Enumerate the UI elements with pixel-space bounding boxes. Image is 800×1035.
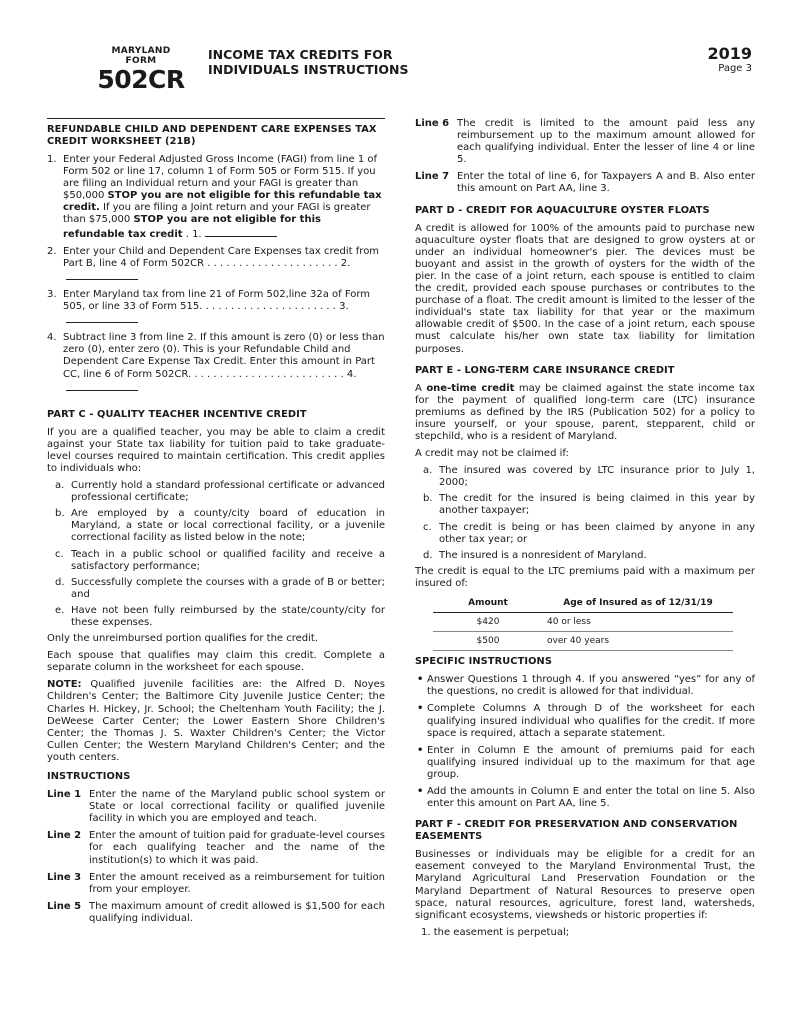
list-item-marker: c. xyxy=(55,548,64,560)
table-header-row xyxy=(433,595,733,613)
list-item-marker: a. xyxy=(55,480,65,492)
bullet-marker: • xyxy=(417,674,424,686)
line-instruction xyxy=(47,789,385,825)
table-header-amount: Amount xyxy=(433,595,543,613)
list-item xyxy=(55,605,385,629)
worksheet-item-number: 1. xyxy=(47,154,57,165)
table-cell-amount: $500 xyxy=(433,632,543,651)
part-c-note xyxy=(47,679,385,764)
list-item-marker: a. xyxy=(423,465,433,477)
worksheet-leader: . . . . . . . . . . . . . . . . . . . . . . . . . 4. xyxy=(187,368,357,380)
part-c-unreimbursed: Only the unreimbursed portion qualifies for the credit. xyxy=(47,633,319,645)
list-item-text: The credit for the insured is being claimed in this year by another taxpayer; xyxy=(439,493,755,517)
list-item xyxy=(423,465,755,489)
list-item-text: The credit is being or has been claimed by anyone in any other tax year; or xyxy=(439,521,755,545)
line-label: Line 7 xyxy=(415,171,450,183)
form-identifier xyxy=(96,46,186,93)
part-c-line-instructions-continued xyxy=(415,118,755,196)
worksheet-line-3-entry[interactable] xyxy=(66,313,138,323)
line-label: Line 6 xyxy=(415,118,450,129)
bullet-text: Enter in Column E the amount of premiums paid for each qualifying insured individual up to the maximum for that age group. xyxy=(427,744,755,780)
bullet-text: Add the amounts in Column E and enter the total on line 5. Also enter this amount on Part AA, line 5. xyxy=(427,786,755,810)
line-instruction xyxy=(47,830,385,866)
part-c-line-instructions xyxy=(47,789,385,925)
list-item-text: Are employed by a county/city board of education in Maryland, a state or local correctional facility, or a juvenile correctional facility as listed below in the note; xyxy=(71,508,385,544)
list-item-marker: b. xyxy=(423,493,433,505)
worksheet-leader: . . . . . . . . . . . . . . . . . . . . . . 3. xyxy=(199,301,349,313)
worksheet-item-text: Enter your Child and Dependent Care Expenses tax credit from Part B, line 4 of Form 502CR . . . . . . . . . . . . . . . . . . . . . 2. xyxy=(63,246,385,284)
line-instruction xyxy=(47,872,385,896)
line-text: Enter the amount of tuition paid for graduate-level courses for each qualifying teacher and the name of the institution(s) to which it was paid. xyxy=(89,830,385,866)
part-e-not-claimed: A credit may not be claimed if: xyxy=(415,448,569,460)
list-item-marker: b. xyxy=(55,508,65,520)
bullet-marker: • xyxy=(417,744,424,756)
bullet-item xyxy=(417,786,755,810)
worksheet-item-text: Enter your Federal Adjusted Gross Income (FAGI) from line 1 of Form 502 or line 17, column 1 of Form 505 or Form 515. If you are filing an Individual return and your FAGI is greater than $50,000 STOP you are not eligible for this refundable tax credit. If you are filing a Joint return and your FAGI is greater than $75,000 STOP you are not eligible for this refundable tax credit . 1. xyxy=(63,154,382,240)
note-text: Qualified juvenile facilities are: the Alfred D. Noyes Children's Center; the Baltimore City Juvenile Justice Center; the Charles H. Hickey, Jr. School; the Cheltenham Youth Facility; the J. DeWeese Carter Center; the Lower Eastern Shore Children's Center; the Thomas J. S. Waxter Children's Center; the Victor Cullen Center; the Western Maryland Children's Center; and the youth centers. xyxy=(47,679,385,763)
part-c-intro: If you are a qualified teacher, you may be able to claim a credit against your State tax liability for tuition paid to take graduate-level courses required to maintain certification. This credit applies to individuals who: xyxy=(47,426,385,474)
page-number: Page 3 xyxy=(718,63,752,74)
worksheet-item-2 xyxy=(47,246,385,284)
table-cell-age: 40 or less xyxy=(543,613,733,632)
list-item-text: The insured is a nonresident of Maryland. xyxy=(439,549,647,561)
part-c-spouse: Each spouse that qualifies may claim this credit. Complete a separate column in the worksheet for each spouse. xyxy=(47,650,385,674)
right-column xyxy=(415,118,755,939)
list-item xyxy=(423,522,755,546)
title-line-1: INCOME TAX CREDITS FOR xyxy=(208,47,393,62)
worksheet-item-1 xyxy=(47,154,385,241)
form-number: 502CR xyxy=(97,65,185,94)
list-item xyxy=(55,508,385,544)
state-label: MARYLAND xyxy=(111,46,171,56)
bullet-item xyxy=(417,674,755,698)
table-row xyxy=(433,632,733,651)
list-item-marker: d. xyxy=(55,576,65,588)
list-item xyxy=(55,577,385,601)
list-item xyxy=(423,493,755,517)
ltc-credit-table xyxy=(433,595,733,651)
part-e-intro: A one-time credit may be claimed against the state income tax for the payment of qualified long-term care (LTC) insurance premiums as defined by the IRS (Publication 502) for a policy to insure yourself, or your spouse, parent, stepparent, child or stepchild, who is a resident of Maryland. xyxy=(415,382,755,442)
table-header-age: Age of Insured as of 12/31/19 xyxy=(543,595,733,613)
line-text: The credit is limited to the amount paid less any reimbursement up to the maximum amount allowed for each qualifying individual. Enter the lesser of line 4 or line 5. xyxy=(457,118,755,166)
bullet-marker: • xyxy=(417,703,424,715)
worksheet-item-number: 4. xyxy=(47,332,57,344)
worksheet-item-text: Subtract line 3 from line 2. If this amount is zero (0) or less than zero (0), enter zero (0). This is your Refundable Child and Dependent Care Expense Tax Credit. Enter this amount in Part CC, line 6 of Form 502CR. . . . . . . . . . . . . . . . . . . . . . . . . 4. xyxy=(63,332,385,394)
part-c-criteria-list xyxy=(47,480,385,629)
part-e-equal-text: The credit is equal to the LTC premiums paid with a maximum per insured of: xyxy=(415,565,755,589)
left-column xyxy=(47,118,385,930)
instructions-heading: INSTRUCTIONS xyxy=(47,771,131,783)
note-label: NOTE: xyxy=(47,679,82,691)
table-row xyxy=(433,613,733,632)
worksheet-item-number: 3. xyxy=(47,288,57,300)
part-e-exclusion-list xyxy=(415,465,755,562)
part-d-heading: PART D - CREDIT FOR AQUACULTURE OYSTER FLOATS xyxy=(415,204,710,216)
list-item xyxy=(55,480,385,504)
part-f-item-1: 1. the easement is perpetual; xyxy=(421,926,570,938)
part-c-heading: PART C - QUALITY TEACHER INCENTIVE CREDIT xyxy=(47,408,307,420)
line-label: Line 2 xyxy=(47,830,82,842)
bullet-item xyxy=(417,745,755,781)
line-text: Enter the amount received as a reimbursement for tuition from your employer. xyxy=(89,871,385,895)
bullet-marker: • xyxy=(417,786,424,798)
bullet-text: Answer Questions 1 through 4. If you answered “yes” for any of the questions, no credit is allowed for that individual. xyxy=(427,674,755,698)
part-d-text: A credit is allowed for 100% of the amounts paid to purchase new aquaculture oyster floats that are designed to grow oysters at or under an individual homeowner's pier. The devices must be buoyant and assist in the growth of oysters for the width of the pier. In the case of a joint return, each spouse is entitled to claim the credit, provided each spouse purchases or contributes to the purchase of a float. The credit amount is limited to the lesser of the individual's state tax liability for that year or the maximum allowable credit of $500. In the case of a joint return, each spouse must calculate his/her own state tax liability for limitation purposes. xyxy=(415,222,755,355)
part-f-text: Businesses or individuals may be eligible for a credit for an easement conveyed to the Maryland Environmental Trust, the Maryland Agricultural Land Preservation Foundation or the Maryland Department of Natural Resources to preserve open space, natural resources, agriculture, forest land, watersheds, significant ecosystems, viewsheds or historic properties if: xyxy=(415,849,755,921)
table-cell-amount: $420 xyxy=(433,613,543,632)
line-label: Line 5 xyxy=(47,900,82,912)
title-line-2: INDIVIDUALS INSTRUCTIONS xyxy=(208,62,409,77)
list-item xyxy=(55,549,385,573)
worksheet-item-text: Enter Maryland tax from line 21 of Form 502,line 32a of Form 505, or line 33 of Form 515. . . . . . . . . . . . . . . . . . . . . . 3. xyxy=(63,289,385,327)
list-item xyxy=(423,550,755,562)
list-item-marker: e. xyxy=(55,604,65,616)
worksheet-line-1-entry[interactable] xyxy=(205,227,277,237)
list-item-text: Teach in a public school or qualified facility and receive a satisfactory performance; xyxy=(71,548,385,572)
list-item-text: Have not been fully reimbursed by the state/county/city for these expenses. xyxy=(71,604,385,628)
worksheet-item-3 xyxy=(47,289,385,327)
specific-instructions-list xyxy=(415,674,755,810)
bullet-item xyxy=(417,703,755,739)
worksheet-line-4-entry[interactable] xyxy=(66,381,138,391)
part-e-heading: PART E - LONG-TERM CARE INSURANCE CREDIT xyxy=(415,364,675,376)
list-item-text: The insured was covered by LTC insurance prior to July 1, 2000; xyxy=(439,465,755,489)
worksheet-item-4 xyxy=(47,332,385,394)
line-text: Enter the name of the Maryland public school system or State or local correctional facility or qualified juvenile facility in which you are employed and teach. xyxy=(89,789,385,825)
worksheet-line-2-entry[interactable] xyxy=(66,270,138,280)
worksheet-leader: . 1. xyxy=(182,228,202,240)
line-instruction xyxy=(415,118,755,166)
worksheet-leader: . . . . . . . . . . . . . . . . . . . . . 2. xyxy=(204,257,351,269)
table-cell-age: over 40 years xyxy=(543,632,733,651)
list-item-marker: d. xyxy=(423,549,433,561)
tax-year: 2019 xyxy=(707,44,752,63)
part-f-heading: PART F - CREDIT FOR PRESERVATION AND CONSERVATION EASEMENTS xyxy=(415,819,738,843)
worksheet-heading: REFUNDABLE CHILD AND DEPENDENT CARE EXPENSES TAX CREDIT WORKSHEET (21B) xyxy=(47,124,377,147)
line-text: The maximum amount of credit allowed is $1,500 for each qualifying individual. xyxy=(89,900,385,924)
line-label: Line 3 xyxy=(47,871,82,883)
list-item-text: Currently hold a standard professional certificate or advanced professional certificate; xyxy=(71,480,385,504)
list-item-marker: c. xyxy=(423,521,432,533)
line-text: Enter the total of line 6, for Taxpayers A and B. Also enter this amount on Part AA, line 3. xyxy=(457,171,755,195)
bullet-text: Complete Columns A through D of the worksheet for each qualifying insured individual who qualifies for the credit. If more space is required, attach a separate statement. xyxy=(427,703,755,739)
line-instruction xyxy=(415,171,755,195)
worksheet-item-number: 2. xyxy=(47,245,57,257)
line-instruction xyxy=(47,901,385,925)
line-label: Line 1 xyxy=(47,789,82,801)
list-item-text: Successfully complete the courses with a grade of B or better; and xyxy=(71,576,385,600)
specific-instructions-heading: SPECIFIC INSTRUCTIONS xyxy=(415,656,552,668)
form-label: FORM xyxy=(125,56,157,66)
worksheet-top-rule xyxy=(47,118,385,119)
page-title xyxy=(208,47,408,77)
